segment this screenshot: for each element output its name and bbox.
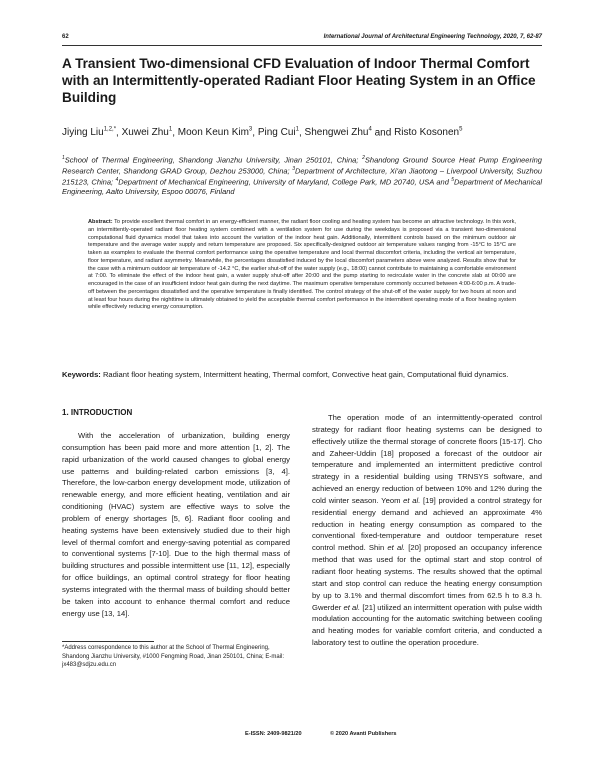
journal-citation: International Journal of Architectural Engineering Technology, 2020, 7, 62-87 bbox=[323, 34, 542, 40]
publisher: © 2020 Avanti Publishers bbox=[330, 731, 397, 737]
keywords-text: Radiant floor heating system, Intermittent heating, Thermal comfort, Convective heat gain, Computational fluid dynamics. bbox=[100, 370, 509, 379]
header-rule bbox=[62, 45, 542, 46]
page-number: 62 bbox=[62, 34, 69, 40]
author-list: Jiying Liu$^{1,2,*}$, Xuwei Zhu$^1$, Moon Keun Kim$^3$, Ping Cui$^1$, Shengwei Zhu$^4$ and Risto Kosonen$^5$ bbox=[62, 127, 463, 139]
author: Xuwei Zhu$^1$ bbox=[121, 127, 173, 139]
author: Shengwei Zhu$^4$ bbox=[304, 127, 372, 139]
author: Ping Cui$^1$ bbox=[257, 127, 299, 139]
section-heading: 1. INTRODUCTION bbox=[62, 408, 133, 417]
author: Moon Keun Kim$^3$ bbox=[177, 127, 253, 139]
intro-left-column: With the acceleration of urbanization, building energy consumption has been paid more and more attention [1, 2]. The rapid urbanization of the world caused changes to global energy use patterns and building-related carbon emissions [3, 4]. Therefore, the low-carbon energy development mode, utilization of renewable energy, and more efficient heating, ventilation and air conditioning (HVAC) system are effective ways to solve the problem of energy shortages [5, 6]. Radiant floor cooling and heating systems have been extensively studied due to their high level of thermal comfort and energy-saving potential as compared to conventional systems [7-10]. Due to the high thermal mass of building structures and possible intermittent use [11, 12], especially for office buildings, an optimal control strategy for floor heating systems integrated with the thermal mass of building should better be taken into account to enhance thermal comfort and reduce energy use [13, 14]. bbox=[62, 431, 290, 618]
intro-right-column: The operation mode of an intermittently-operated control strategy for radiant floor heating systems can be designed to effectively utilize the thermal storage of concrete floors [15-17]. Cho and Zaheer-Uddin [18] proposed a forecast of the outdoor air temperature and implemented an intermittent predictive control strategy in a residential building using TRNSYS software, and achieved an energy reduction of between 10% and 12% during the cold winter season. Yeom et al. [19] provided a control strategy for residential energy demand and achieved an approximate 4% reduction in heating energy consumption as compared to the conventional fixed-temperature and outdoor temperature reset control method. Shin et al. [20] proposed an occupancy inference method that was used for the optimal start and stop control of radiant floor heating systems. The results showed that the optimal start and stop control can reduce the heating energy consumption by up to 3.1% and thermal discomfort times from 62.5 h to 8.3 h. Gwerder et al. [21] utilized an intermittent operation with pulse width modulation accounting for the automatic switching between cooling and heating modes for variable comfort criteria, and conducted a laboratory test to outline the operation procedure. bbox=[312, 413, 543, 648]
author: Jiying Liu$^{1,2,*}$ bbox=[62, 127, 117, 139]
footnote-rule bbox=[62, 641, 154, 642]
keywords bbox=[62, 369, 542, 380]
abstract-text: To provide excellent thermal comfort in an energy-efficient manner, the radiant floor cooling and heating system has become an attractive technology. In this work, an intermittently-operated radiant floor heating system combined with a ventilation system for use during the weekdays is proposed via a transient two-dimensional computational fluid dynamics model that takes into account the variation of the indoor heat gain. Additionally, intermittent controls based on the minimum outdoor air temperature and the average water supply and return temperature are proposed. Six specifically-designed outdoor air temperature values ranging from -15°C to 15°C are taken as examples to evaluate the thermal comfort performance using the operative temperature and local thermal discomfort criteria, including the vertical air temperature, floor temperature, and radiant asymmetry. Meanwhile, the percentages dissatisfied induced by the local discomfort parameters above were analyzed. Results show that for the case with a minimum outdoor air temperature of -14.2 °C, the earlier shut-off of the water supply (e.g., 18:00) cannot contribute to maintaining a comfortable environment at 7:00. To eliminate the effect of the indoor heat gain, a water supply shut-off after 20:00 and the pump starting to recirculate water in the concrete slab at 00:00 are encouraged in the case of an insufficient indoor heat gain during the next daytime. The maximum operative temperature commonly occurred between 4:00-6:00 p.m. A trade-off between the percentages dissatisfied and the operative temperature is finally identified. The control strategy of the shut-off of the water supply for two hours at noon and at least four hours during the nighttime is ultimately obtained to yield the acceptable thermal comfort performance in the intermittent operating mode of a floor heating system while effectively reducing energy consumption. bbox=[88, 219, 516, 311]
correspondence-footnote: *Address correspondence to this author at the School of Thermal Engineering, Shandong Jianzhu University, #1000 Fengming Road, Jinan 250101, China; E-mail: jx483@sdjzu.edu.cn bbox=[62, 645, 285, 669]
keywords-label: Keywords: bbox=[62, 370, 101, 379]
abstract bbox=[88, 219, 516, 312]
paper-title: A Transient Two-dimensional CFD Evaluation of Indoor Thermal Comfort with an Intermittently-operated Radiant Floor Heating System in an Office Building bbox=[62, 56, 536, 105]
author: Risto Kosonen$^5$ bbox=[394, 127, 463, 139]
issn: E-ISSN: 2409-9821/20 bbox=[245, 731, 302, 737]
abstract-label: Abstract: bbox=[88, 219, 113, 225]
affiliations: $^1$School of Thermal Engineering, Shandong Jianzhu University, Jinan 250101, China; $^2$Shandong Ground Source Heat Pump Engineering Research Center, Shandong GRAD Group, Dezhou 253000, China; $^3$Department of Architecture, Xi'an Jiaotong – Liverpool University, Suzhou 215123, China; $^4$Department of Mechanical Engineering, University of Maryland, College Park, MD 20740, USA and $^5$Department of Mechanical Engineering, Aalto University, Espoo 00076, Finland bbox=[62, 155, 542, 196]
